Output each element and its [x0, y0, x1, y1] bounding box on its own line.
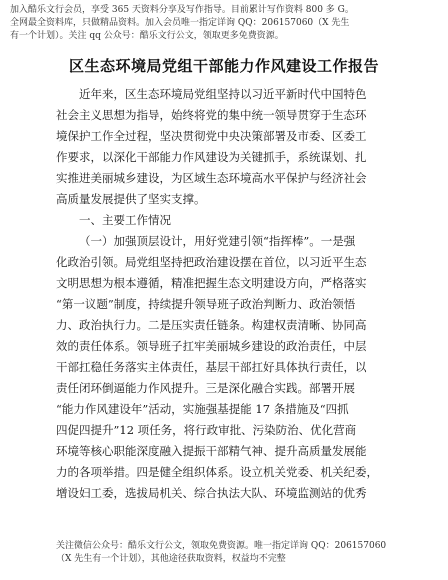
paragraph-line: 责任闭环倒逼能力作风提升。三是深化融合实践。部署开展: [56, 381, 355, 395]
paragraph-line: 效的责任体系。领导班子扛牢美丽城乡建设的政治责任，中层: [56, 339, 367, 353]
header-notice-line: 全网最全资料库，只做精品资料。加入会员唯一指定详询 QQ：206157060（X 先生: [10, 18, 350, 28]
paragraph-line: 作要求，以深化干部能力作风建设为关键抓手，系统谋划、扎: [56, 150, 367, 164]
paragraph-line: 四促四提升”12 项任务，将行政审批、污染防治、优化营商: [56, 423, 357, 437]
header-notice-line: 加入酷乐文行会员，享受 365 天资料分享及写作指导。目前累计写作资料 800 多 G。: [10, 5, 354, 15]
subsection-heading: （一）加强顶层设计，用好党建引领“指挥棒”。一是强: [79, 234, 356, 248]
footer-notice-line: （X 先生有一个计划），其他途径获取资料，权益均不完整: [56, 554, 286, 564]
document-title: 区生态环境局党组干部能力作风建设工作报告: [68, 57, 379, 75]
paragraph-line: 干部扛稳任务落实主体责任，基层干部扛好具体执行责任，以: [56, 360, 367, 374]
document-body: [56, 84, 396, 504]
footer-notice-line: 关注微信公众号：酷乐文行公文，领取免费资源。唯一指定详询 QQ：206157060: [56, 541, 387, 551]
paragraph-line: 力的各项举措。四是健全组织体系。设立机关党委、机关纪委，: [56, 465, 378, 479]
paragraph-line: 实推进美丽城乡建设，为区域生态环境高水平保护与经济社会: [56, 171, 367, 185]
paragraph-line: 化政治引领。局党组坚持把政治建设摆在首位，以习近平生态: [56, 255, 367, 269]
paragraph-line: 近年来，区生态环境局党组坚持以习近平新时代中国特色: [79, 87, 367, 101]
paragraph-line: 境保护工作全过程，坚决贯彻党中央决策部署及市委、区委工: [56, 129, 367, 143]
paragraph-line: “能力作风建设年”活动，实施强基提能 17 条措施及“四抓: [56, 402, 349, 416]
section-heading: 一、主要工作情况: [79, 213, 171, 227]
header-notice-line: 有一个计划）。关注 qq 公众号：酷乐文行公文，领取更多免费资源。: [10, 31, 284, 41]
paragraph-line: 高质量发展提供了坚实支撑。: [56, 192, 206, 206]
header-promo-notice: [10, 4, 430, 43]
paragraph-line: 社会主义思想为指导，始终将党的集中统一领导贯穿于生态环: [56, 108, 367, 122]
paragraph-line: “第一议题”制度，持续提升领导班子政治判断力、政治领悟: [56, 297, 356, 311]
footer-promo-notice: [56, 540, 416, 566]
paragraph-line: 环境等核心职能深度融入提振干部精气神、提升高质量发展能: [56, 444, 367, 458]
paragraph-line: 增设妇工委，选拔局机关、综合执法大队、环境监测站的优秀: [56, 486, 367, 500]
paragraph-line: 力、政治执行力。二是压实责任链条。构建权责清晰、协同高: [56, 318, 367, 332]
paragraph-line: 文明思想为根本遵循，精准把握生态文明建设方向，严格落实: [56, 276, 367, 290]
